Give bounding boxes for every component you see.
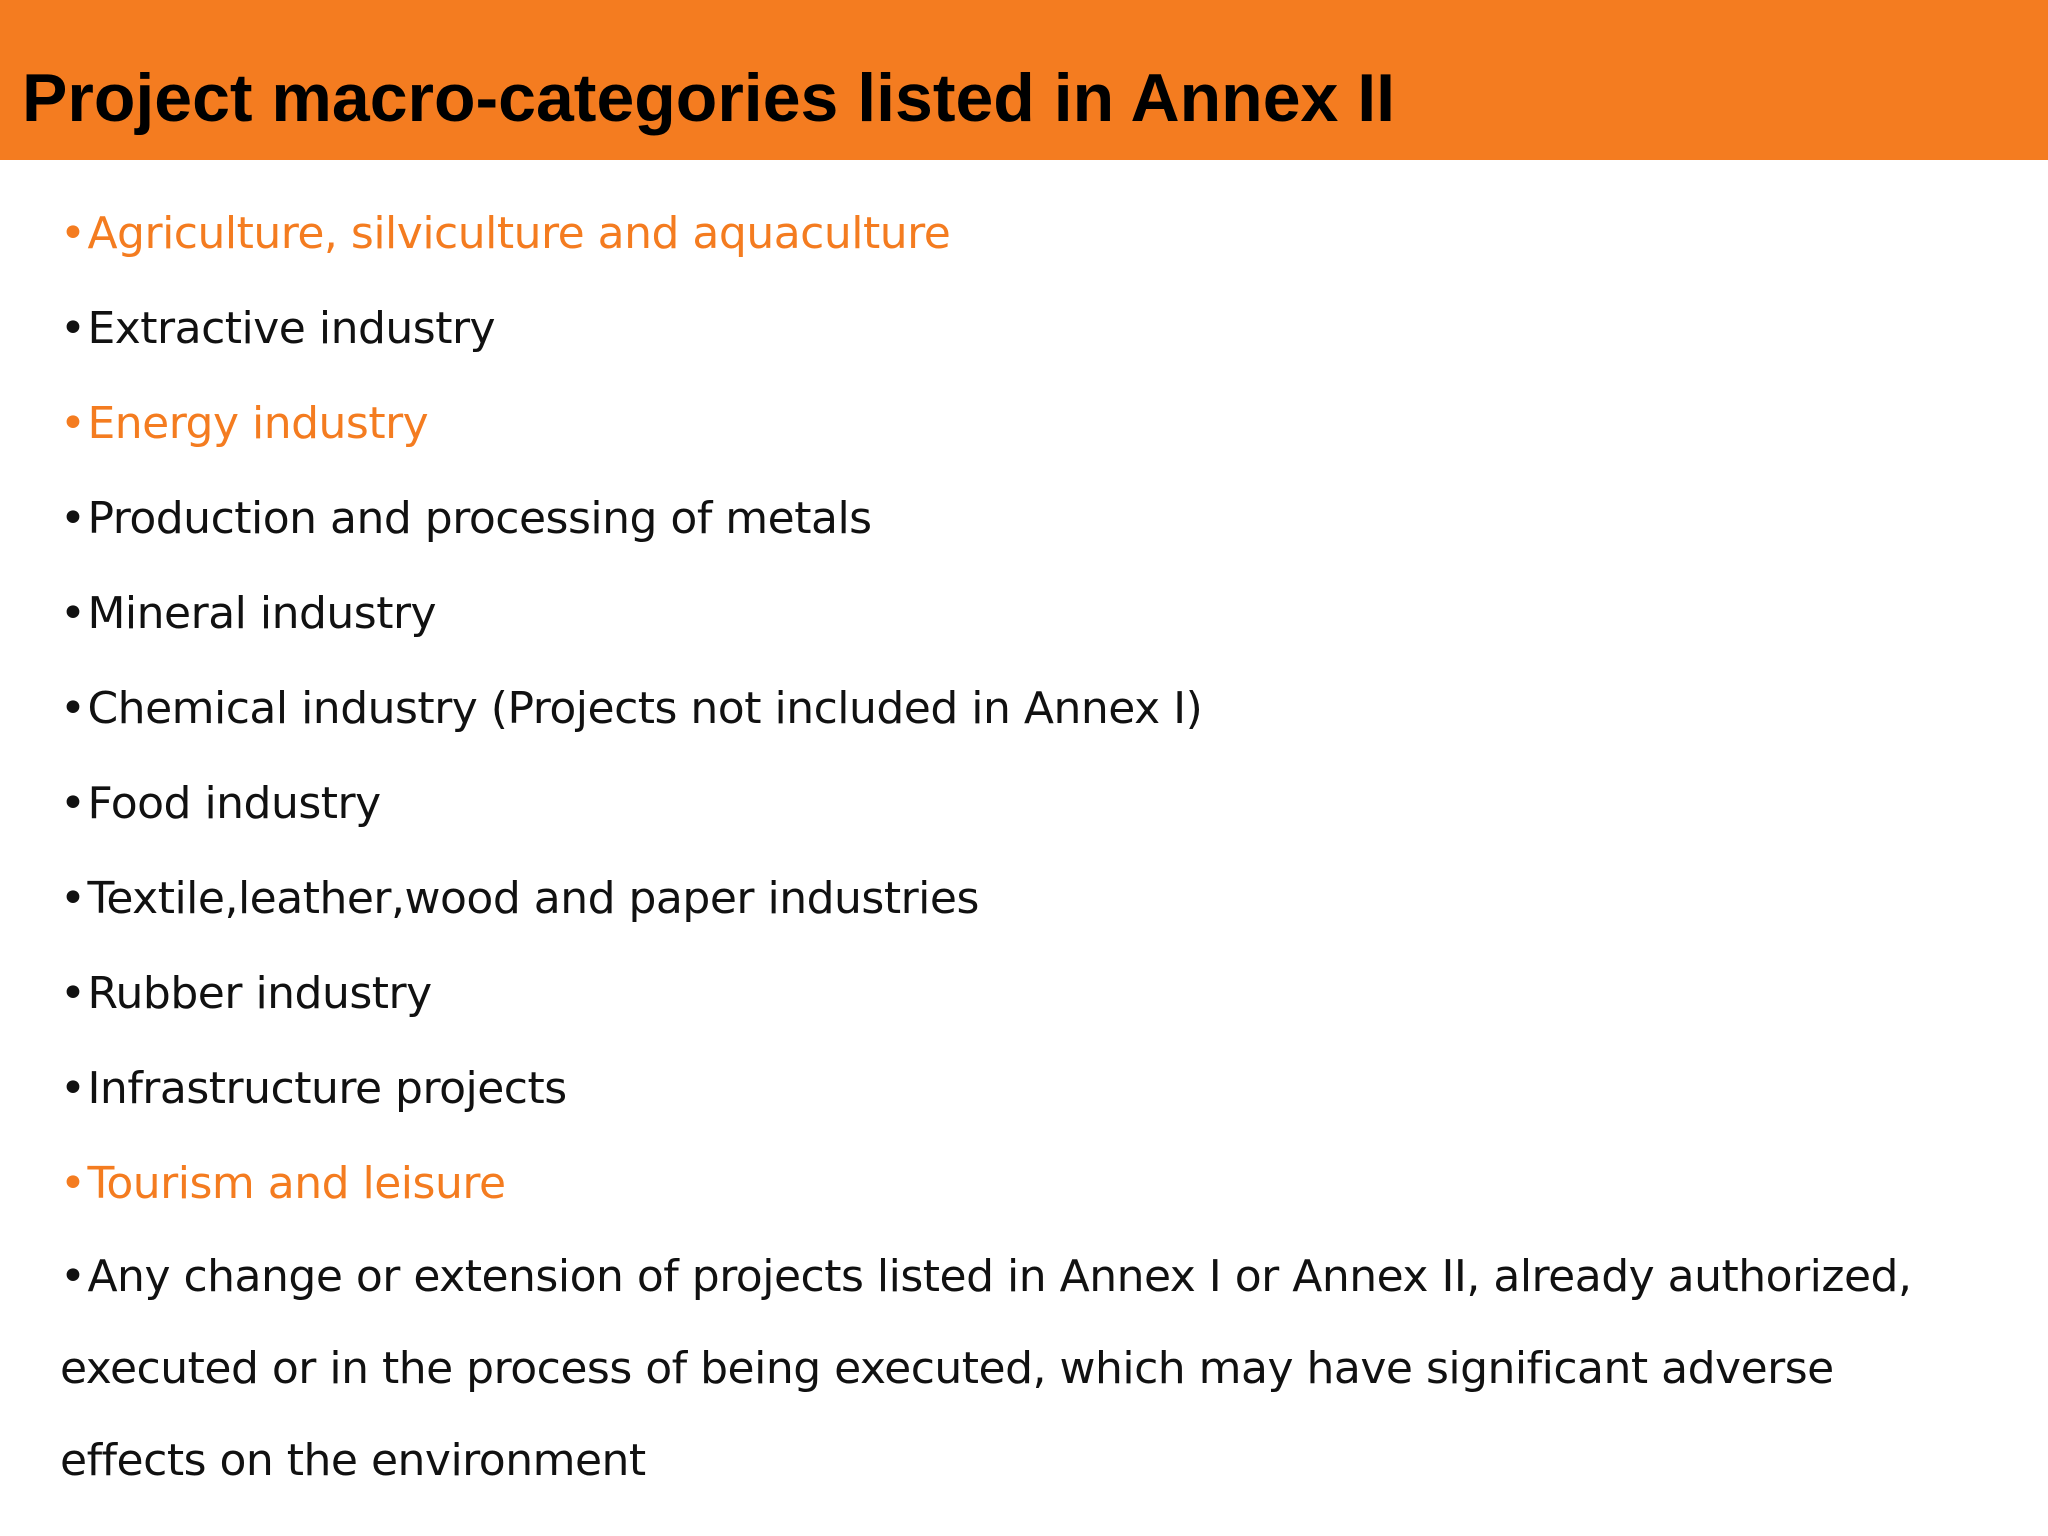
list-item <box>60 1231 1940 1507</box>
bullet-icon: • <box>60 1063 86 1114</box>
list-item <box>60 851 1980 946</box>
bullet-icon: • <box>60 398 86 449</box>
bullet-icon: • <box>60 1158 86 1209</box>
list-item-label: Agriculture, silviculture and aquaculture <box>87 208 951 259</box>
list-item-label: Energy industry <box>87 398 429 449</box>
list-item <box>60 376 1980 471</box>
list-item <box>60 281 1980 376</box>
bullet-icon: • <box>60 208 86 259</box>
bullet-icon: • <box>60 873 86 924</box>
list-item <box>60 186 1980 281</box>
bullet-icon: • <box>60 778 86 829</box>
list-item-label: Food industry <box>87 778 381 829</box>
bullet-icon: • <box>60 683 86 734</box>
title-bar <box>0 0 2048 160</box>
list-item <box>60 471 1980 566</box>
list-item <box>60 661 1980 756</box>
list-item <box>60 756 1980 851</box>
list-item-label: Rubber industry <box>87 968 432 1019</box>
list-item-label: Mineral industry <box>87 588 437 639</box>
list-item <box>60 1136 1980 1231</box>
bullet-icon: • <box>60 303 86 354</box>
bullet-icon: • <box>60 588 86 639</box>
list-item <box>60 566 1980 661</box>
list-item <box>60 946 1980 1041</box>
page-title: Project macro-categories listed in Annex II <box>22 60 1396 136</box>
list-item-label: Tourism and leisure <box>87 1158 506 1209</box>
list-item-label: Extractive industry <box>87 303 496 354</box>
list-item-label: Any change or extension of projects listed in Annex I or Annex II, already authorized, executed or in the process of being executed, which may have significant adverse effects on the environment <box>60 1251 1912 1486</box>
bullet-icon: • <box>60 968 86 1019</box>
list-item-label: Textile,leather,wood and paper industries <box>87 873 979 924</box>
list-item <box>60 1041 1980 1136</box>
bullet-icon: • <box>60 1251 86 1302</box>
category-list <box>60 186 1980 1507</box>
list-item-label: Production and processing of metals <box>87 493 872 544</box>
list-item-label: Infrastructure projects <box>87 1063 567 1114</box>
list-item-label: Chemical industry (Projects not included in Annex I) <box>87 683 1203 734</box>
bullet-icon: • <box>60 493 86 544</box>
